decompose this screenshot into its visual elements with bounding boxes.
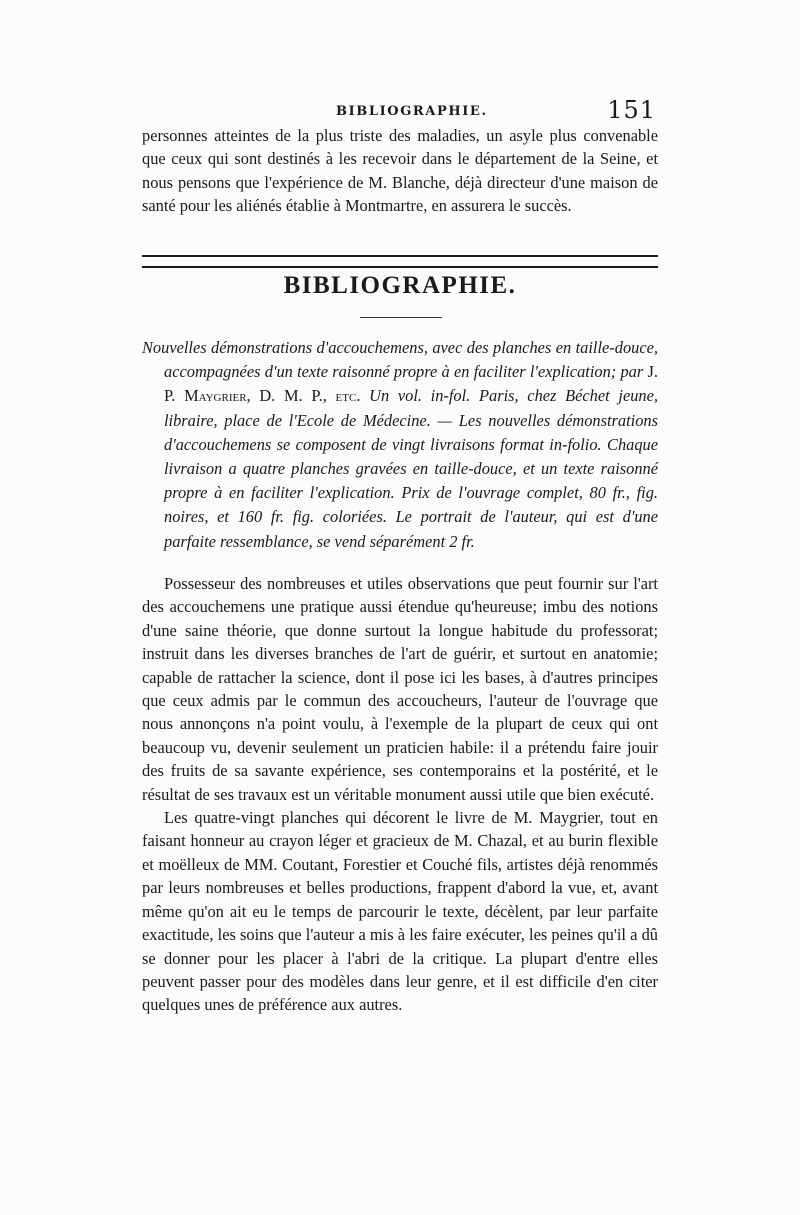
page-number: 151: [607, 96, 656, 124]
review-paragraph: Les quatre-vingt planches qui décorent le livre de M. Maygrier, tout en faisant honneur au crayon léger et gracieux de M. Chazal, et au burin flexible et moëlleux de MM. Coutant, Forestier et Couché fils, artistes déjà renommés par leurs nombreuses et belles productions, frappent d'abord la vue, et, avant même qu'on ait eu le temps de parcourir le texte, décèlent, par leur parfaite exactitude, les soins que l'auteur a mis à les faire exécuter, les peines qu'il a dû se donner pour les placer à l'abri de la critique. La plupart d'entre elles peuvent passer pour des modèles dans leur genre, et il est difficile d'en citer quelques unes de préférence aux autres.: [142, 808, 658, 1015]
bibliographic-entry: [142, 336, 658, 554]
running-title: BIBLIOGRAPHIE.: [336, 104, 488, 119]
section-divider: [142, 255, 658, 268]
review-paragraph: Possesseur des nombreuses et utiles observations que peut fournir sur l'art des accouchemens une pratique aussi étendue qu'heureuse; imbu des notions d'une saine théorie, que donne surtout la longue habitude du professorat; instruit dans les diverses branches de l'art de guérir, et surtout en anatomie; capable de rattacher la science, dont il pose ici les bases, à d'autres principes que ceux admis par le commun des accoucheurs, l'auteur de l'ouvrage que nous annonçons n'a point voulu, à l'exemple de la plupart de ceux qui ont beaucoup vu, devenir seulement un praticien habile: il a prétendu faire jouir des fruits de sa savante expérience, ses contemporains et la postérité, et le résultat de ses travaux est un véritable monument aussi utile que bien exécuté.: [142, 574, 658, 804]
heading-underline: [360, 317, 442, 318]
entry-author: J. P. Maygrier, D. M. P., etc.: [164, 362, 658, 406]
entry-title-end: Un vol. in-fol. Paris, chez Béchet jeune, libraire, place de l'Ecole de Médecine. — Les nouvelles démonstrations d'accouchemens se composent de vingt livraisons format in-folio. Chaque livraison a quatre planches gravées en taille-douce, et un texte raisonné propre à en faciliter l'explication. Prix de l'ouvrage complet, 80 fr., fig. noires, et 160 fr. fig. coloriées. Le portrait de l'auteur, qui est d'une parfaite ressemblance, se vend séparément 2 fr.: [164, 386, 658, 551]
intro-paragraph: personnes atteintes de la plus triste des maladies, un asyle plus convenable que ceux qui sont destinés à les recevoir dans le département de la Seine, et nous pensons que l'expérience de M. Blanche, déjà directeur d'une maison de santé pour les aliénés établie à Montmartre, en assurera le succès.: [142, 126, 658, 216]
entry-title-start: Nouvelles démonstrations d'accouchemens, avec des planches en taille-douce, accompagnées d'un texte raisonné propre à en faciliter l'explication; par: [142, 338, 658, 382]
section-heading: BIBLIOGRAPHIE.: [283, 272, 517, 299]
review-body: [142, 572, 658, 1017]
